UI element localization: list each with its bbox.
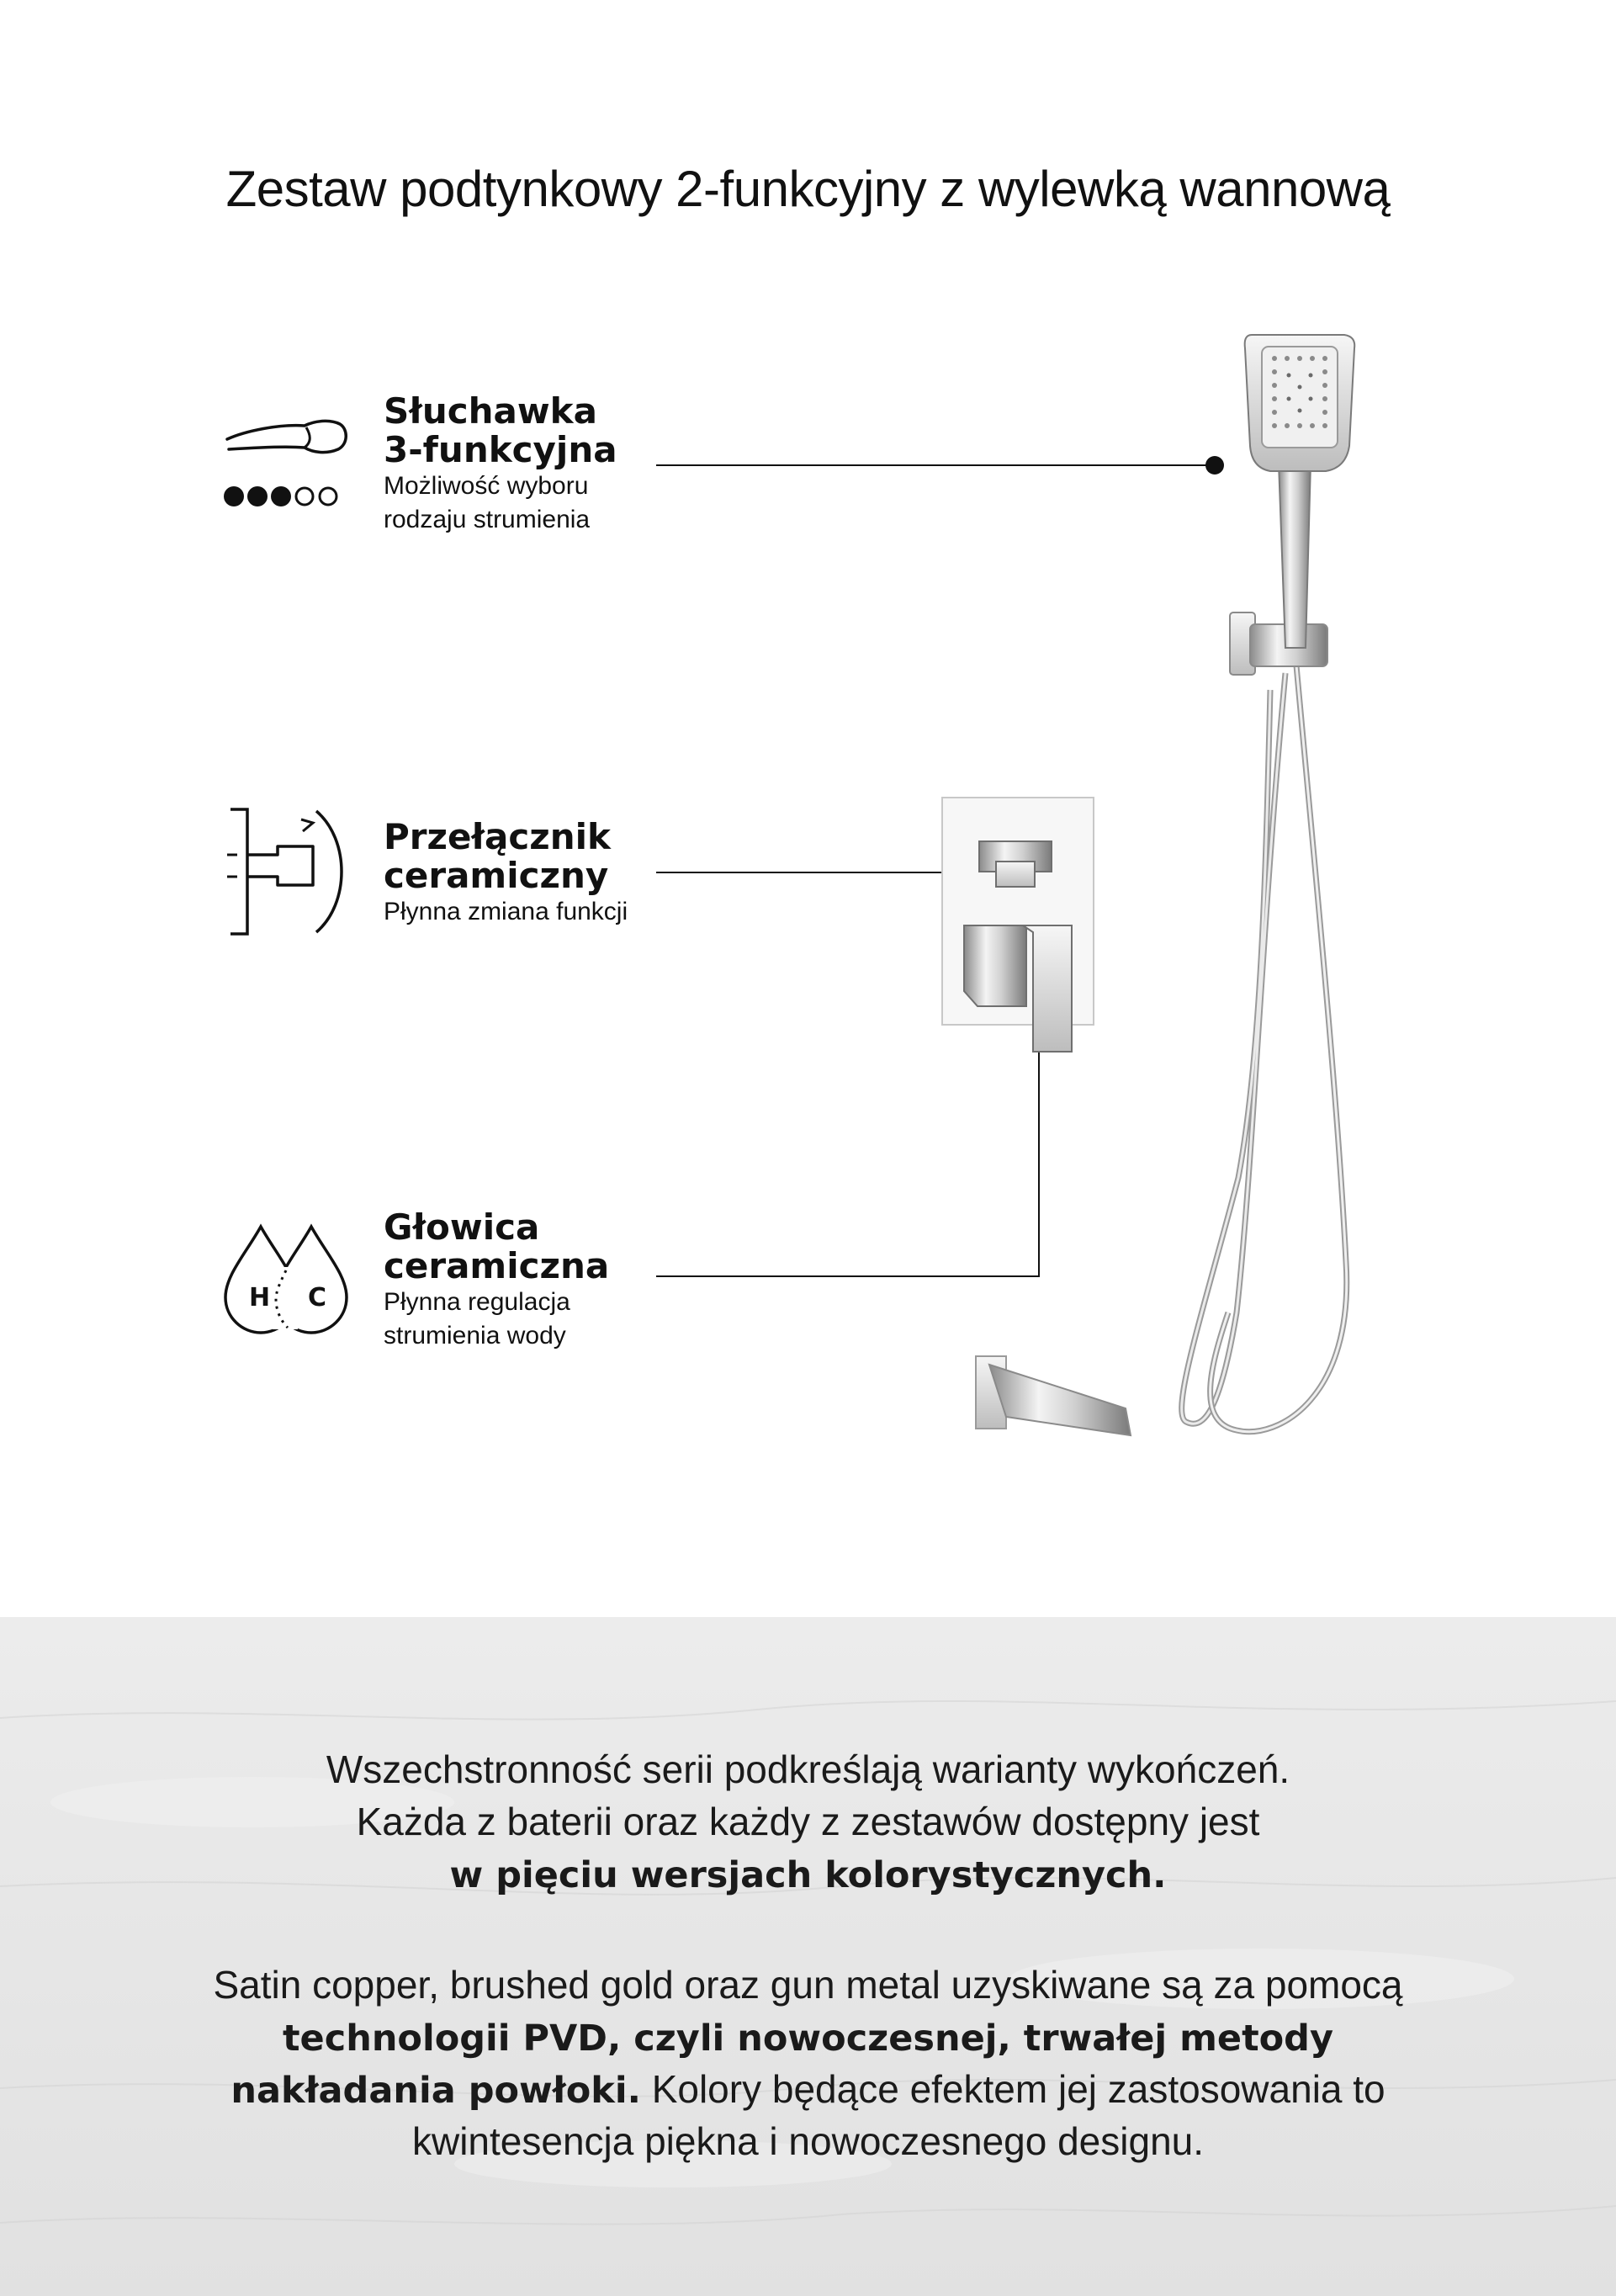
feature-handshower [384, 392, 617, 537]
paragraph-text: Wszechstronność serii podkreślają warianty wykończeń. [326, 1747, 1290, 1791]
paragraph-line [0, 2011, 1616, 2065]
paragraph-line [0, 1848, 1616, 1901]
paragraph-line [0, 2115, 1616, 2167]
cold-label: C [308, 1283, 327, 1312]
paragraph-line [0, 1795, 1616, 1848]
paragraph-line [0, 1743, 1616, 1795]
paragraph-line [0, 2063, 1616, 2117]
paragraph-text: kwintesencja piękna i nowoczesnego designu. [411, 2119, 1205, 2163]
feature-description: strumienia wody [384, 1322, 566, 1349]
feature-heading: Słuchawka [384, 390, 597, 432]
feature-heading: ceramiczny [384, 855, 609, 896]
feature-heading: Głowica [384, 1206, 540, 1248]
page-title: Zestaw podtynkowy 2-funkcyjny z wylewką wannową [225, 161, 1391, 217]
product-illustration [925, 311, 1363, 1456]
handshower-icon [220, 412, 355, 513]
feature-description: rodzaju strumienia [384, 506, 591, 533]
paragraph-bold-text: technologii PVD, czyli nowoczesnej, trwałej metody [283, 2018, 1333, 2060]
feature-heading: ceramiczna [384, 1245, 610, 1286]
feature-heading: 3-funkcyjna [384, 429, 617, 470]
feature-switch [384, 818, 628, 929]
paragraph-bold-text: nakładania powłoki. [230, 2070, 641, 2112]
feature-description: Płynna zmiana funkcji [384, 898, 628, 925]
hot-cold-drops-icon [220, 1220, 355, 1338]
feature-description: Płynna regulacja [384, 1288, 570, 1316]
paragraph-text: Kolory będące efektem jej zastosowania to [640, 2067, 1386, 2111]
paragraph-text: Satin copper, brushed gold oraz gun metal uzyskiwane są za pomocą [213, 1963, 1403, 2007]
paragraph-line [0, 1959, 1616, 2011]
paragraph-bold-text: w pięciu wersjach kolorystycznych. [449, 1854, 1167, 1896]
stone-texture [0, 1617, 1616, 2296]
feature-cartridge [384, 1208, 609, 1353]
feature-description: Możliwość wyboru [384, 472, 589, 500]
feature-heading: Przełącznik [384, 816, 611, 857]
switch-icon [225, 806, 352, 939]
paragraph-text: Każda z baterii oraz każdy z zestawów dostępny jest [356, 1800, 1260, 1843]
hot-label: H [249, 1283, 271, 1312]
info-panel [0, 1617, 1616, 2296]
